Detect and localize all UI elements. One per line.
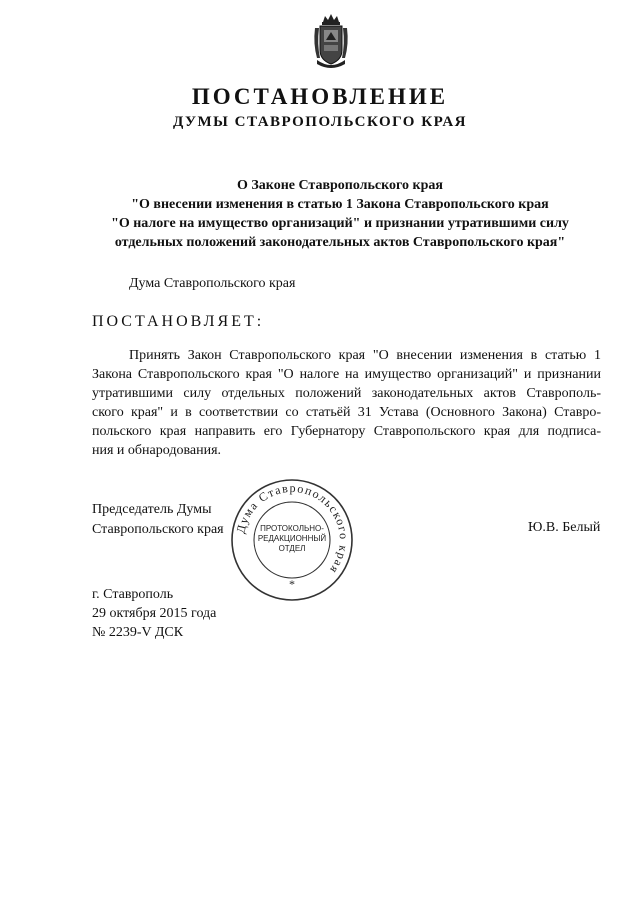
stamp-line: РЕДАКЦИОННЫЙ	[257, 534, 327, 543]
stamp-ring-text: Дума Ставропольского края	[233, 480, 352, 578]
document-number: № 2239-V ДСК	[92, 625, 184, 640]
stamp-line: ОТДЕЛ	[278, 544, 306, 553]
body-line: Принять Закон Ставропольского края "О внесении изменения в статью 1	[129, 348, 601, 363]
signer-title-line: Ставропольского края	[92, 522, 224, 537]
resolution-body	[92, 346, 601, 460]
subject-line: "О налоге на имущество организаций" и признании утратившими силу	[111, 216, 569, 231]
official-stamp	[228, 476, 356, 604]
coat-of-arms-icon	[311, 14, 351, 72]
signer-title	[92, 500, 224, 540]
subject-line: О Законе Ставропольского края	[237, 178, 443, 193]
subject-line: отдельных положений законодательных актов Ставропольского края"	[114, 235, 566, 250]
body-line: ния и обнародования.	[92, 443, 222, 458]
signer-title-line: Председатель Думы	[92, 502, 212, 517]
body-line: польского края направить его Губернатору Ставропольского края для подписа-	[92, 424, 601, 439]
city: г. Ставрополь	[92, 587, 174, 602]
signer-name: Ю.В. Белый	[528, 520, 601, 535]
body-line: Закона Ставропольского края "О налоге на имущество организаций" и признании	[92, 367, 601, 382]
document-type-title: ПОСТАНОВЛЕНИЕ	[191, 84, 449, 109]
place-date-block	[92, 585, 216, 642]
stamp-star: *	[289, 577, 295, 591]
body-line: ского края" и в соответствии со статьёй 31 Устава (Основного Закона) Ставро-	[92, 405, 601, 420]
resolves-heading: ПОСТАНОВЛЯЕТ:	[92, 313, 265, 330]
preamble-text: Дума Ставропольского края	[129, 276, 296, 291]
issuer-heading: ДУМЫ СТАВРОПОЛЬСКОГО КРАЯ	[172, 114, 467, 130]
subject-line: "О внесении изменения в статью 1 Закона Ставропольского края	[131, 197, 549, 212]
stamp-line: ПРОТОКОЛЬНО-	[260, 524, 324, 533]
body-line: утратившими силу отдельных положений законодательных актов Ставрополь-	[92, 386, 601, 401]
date: 29 октября 2015 года	[92, 606, 217, 621]
subject-heading	[60, 176, 620, 252]
